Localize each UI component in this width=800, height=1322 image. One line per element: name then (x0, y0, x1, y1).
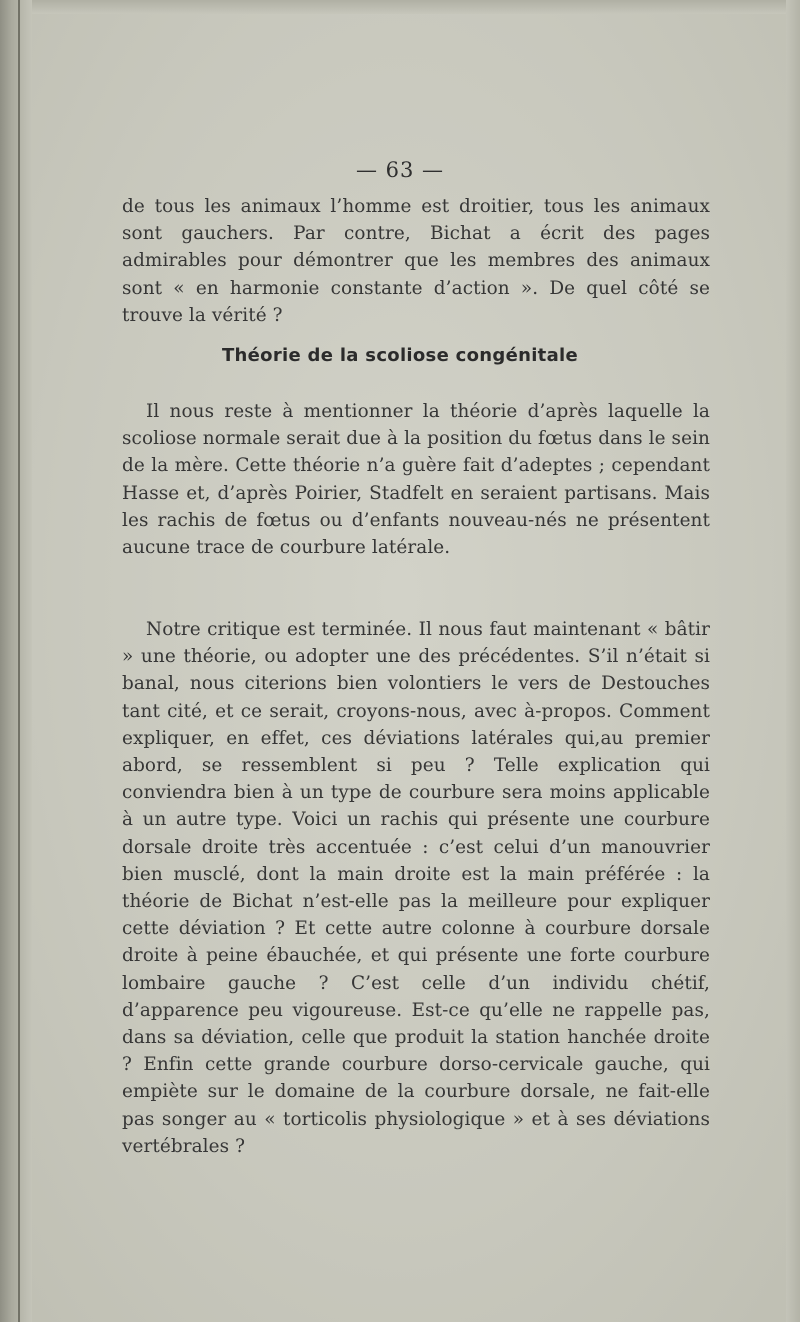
continuation-paragraph-block (122, 193, 710, 329)
book-spine-line (18, 0, 20, 1322)
critique-paragraph: Notre critique est terminée. Il nous faut maintenant « bâtir » une théorie, ou adopter une des précédentes. S’il n’était si banal, nous citerions bien volontiers le vers de Destouches tant cité, et ce serait, croyons-nous, avec à-propos. Comment expliquer, en effet, ces déviations latérales qui,au premier abord, se ressemblent si peu ? Telle explication qui conviendra bien à un type de courbure sera moins applicable à un autre type. Voici un rachis qui présente une courbure dorsale droite très accentuée : c’est celui d’un manouvrier bien musclé, dont la main droite est la main préférée : la théorie de Bichat n’est-elle pas la meilleure pour expliquer cette déviation ? Et cette autre colonne à courbure dorsale droite à peine ébauchée, et qui présente une forte courbure lombaire gauche ? C’est celle d’un individu chétif, d’apparence peu vigoureuse. Est-ce qu’elle ne rappelle pas, dans sa déviation, celle que produit la station hanchée droite ? Enfin cette grande courbure dorso-cervicale gauche, qui empiète sur le domaine de la courbure dorsale, ne fait-elle pas songer au « torticolis physiologique » et à ses déviations vertébrales ? (122, 619, 710, 1157)
page-number: — 63 — (355, 158, 445, 182)
book-spine-shadow (0, 0, 32, 1322)
page-top-edge (0, 0, 800, 14)
critique-block (122, 616, 710, 1160)
section-heading: Théorie de la scoliose congénitale (221, 345, 579, 366)
continuation-paragraph: de tous les animaux l’homme est droitier, tous les animaux sont gauchers. Par contre, Bichat a écrit des pages admirables pour démontrer que les membres des animaux sont « en harmonie constante d’action ». De quel côté se trouve la vérité ? (122, 196, 710, 326)
congenital-theory-paragraph: Il nous reste à mentionner la théorie d’après laquelle la scoliose normale serait due à la position du fœtus dans le sein de la mère. Cette théorie n’a guère fait d’adeptes ; cependant Hasse et, d’après Poirier, Stadfelt en seraient partisans. Mais les rachis de fœtus ou d’enfants nouveau-nés ne présentent aucune trace de courbure latérale. (122, 401, 710, 559)
page-right-edge (786, 0, 800, 1322)
congenital-theory-block (122, 398, 710, 561)
